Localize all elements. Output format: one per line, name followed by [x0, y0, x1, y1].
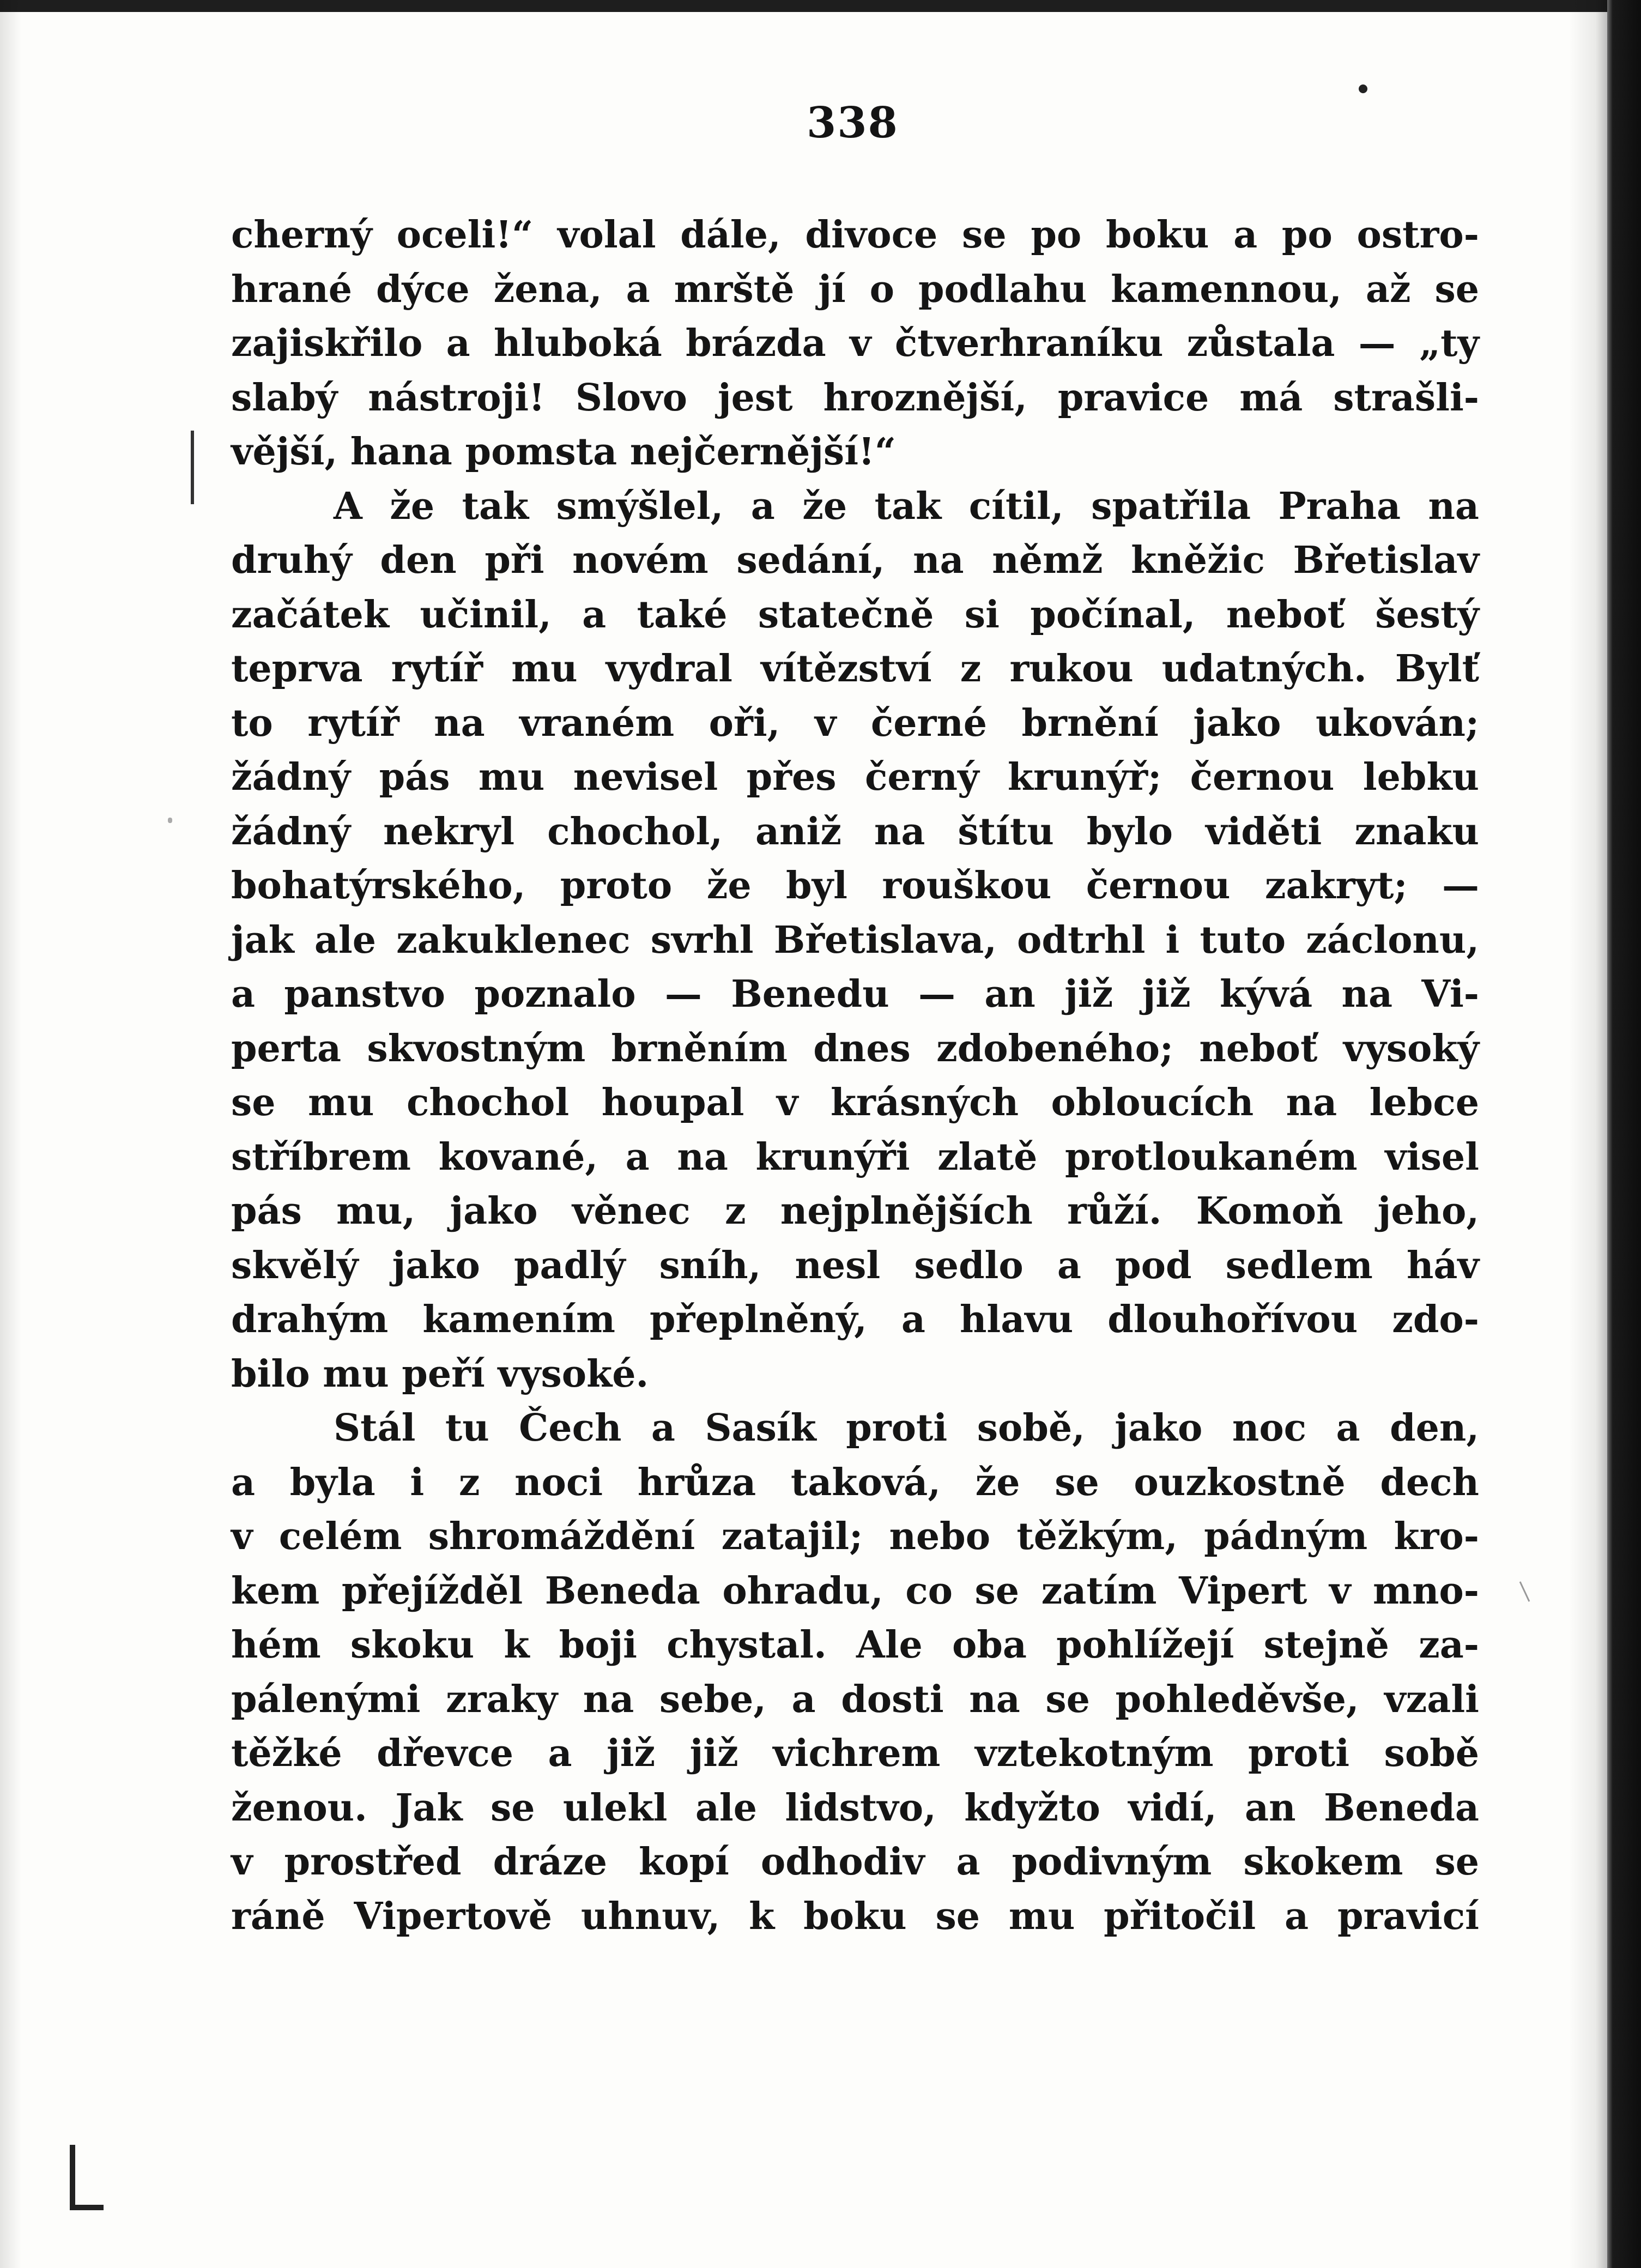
text-line: druhý den při novém sedání, na němž kněžic Břetislav: [231, 539, 1479, 582]
text-line: a panstvo poznalo — Benedu — an již již kývá na Vi-: [231, 972, 1479, 1016]
margin-mark: [191, 431, 194, 504]
text-line: bohatýrského, proto že byl rouškou černou zakryt; —: [231, 864, 1479, 908]
page-number: 338: [807, 98, 899, 148]
text-line: jak ale zakuklenec svrhl Břetislava, odtrhl i tuto záclonu,: [231, 918, 1479, 962]
text-line: a byla i z noci hrůza taková, že se ouzkostně dech: [231, 1460, 1479, 1504]
text-line: v celém shromáždění zatajil; nebo těžkým, pádným kro-: [231, 1515, 1479, 1558]
text-line: cherný oceli!“ volal dále, divoce se po boku a po ostro-: [231, 213, 1479, 257]
ink-dot: [1359, 84, 1367, 93]
corner-mark: [65, 2145, 104, 2216]
text-line: ráně Vipertově uhnuv, k boku se mu přitočil a pravicí: [231, 1894, 1479, 1938]
text-line: Stál tu Čech a Sasík proti sobě, jako noc a den,: [334, 1406, 1479, 1450]
text-line: se mu chochol houpal v krásných obloucích na lebce: [231, 1081, 1479, 1124]
text-line: to rytíř na vraném oři, v černé brnění jako ukován;: [231, 701, 1479, 745]
scan-top-border: [0, 0, 1641, 12]
text-line: perta skvostným brněním dnes zdobeného; neboť vysoký: [231, 1026, 1479, 1071]
text-line: hém skoku k boji chystal. Ale oba pohlížejí stejně za-: [231, 1623, 1479, 1667]
text-line: A že tak smýšlel, a že tak cítil, spatřila Praha na: [334, 484, 1479, 528]
text-line: bilo mu peří vysoké.: [231, 1352, 649, 1396]
text-line: drahým kamením přeplněný, a hlavu dlouhořívou zdo-: [231, 1298, 1479, 1341]
text-line: slabý nástroji! Slovo jest hroznější, pravice má strašli-: [231, 376, 1479, 420]
text-line: vější, hana pomsta nejčernější!“: [231, 430, 896, 474]
text-line: žádný pás mu nevisel přes černý krunýř; černou lebku: [231, 755, 1479, 799]
text-line: stříbrem kované, a na krunýři zlatě protloukaném visel: [231, 1135, 1479, 1179]
text-line: pás mu, jako věnec z nejplnějších růží. Komoň jeho,: [231, 1189, 1479, 1233]
text-line: začátek učinil, a také statečně si počínal, neboť šestý: [231, 592, 1479, 637]
margin-tick: [1519, 1581, 1530, 1602]
page-edge-shadow: [1569, 0, 1607, 2268]
body-text: [231, 208, 1479, 1944]
text-line: žádný nekryl chochol, aniž na štítu bylo viděti znaku: [231, 809, 1479, 854]
text-line: skvělý jako padlý sníh, nesl sedlo a pod sedlem háv: [231, 1243, 1479, 1287]
scan-right-edge: [1607, 0, 1641, 2268]
text-line: teprva rytíř mu vydral vítězství z rukou udatných. Bylť: [231, 647, 1479, 691]
text-line: v prostřed dráze kopí odhodiv a podivným skokem se: [231, 1840, 1479, 1884]
text-line: těžké dřevce a již již vichrem vztekotným proti sobě: [231, 1732, 1479, 1775]
text-line: ženou. Jak se ulekl ale lidstvo, kdyžto vidí, an Beneda: [231, 1786, 1479, 1830]
paper-speck: [168, 818, 172, 823]
text-line: pálenými zraky na sebe, a dosti na se pohleděvše, vzali: [231, 1677, 1479, 1721]
text-line: kem přejížděl Beneda ohradu, co se zatím Vipert v mno-: [231, 1569, 1479, 1613]
text-line: hrané dýce žena, a mrště jí o podlahu kamennou, až se: [231, 267, 1479, 311]
binding-shadow: [0, 0, 22, 2268]
text-line: zajiskřilo a hluboká brázda v čtverhraníku zůstala — „ty: [231, 322, 1479, 365]
